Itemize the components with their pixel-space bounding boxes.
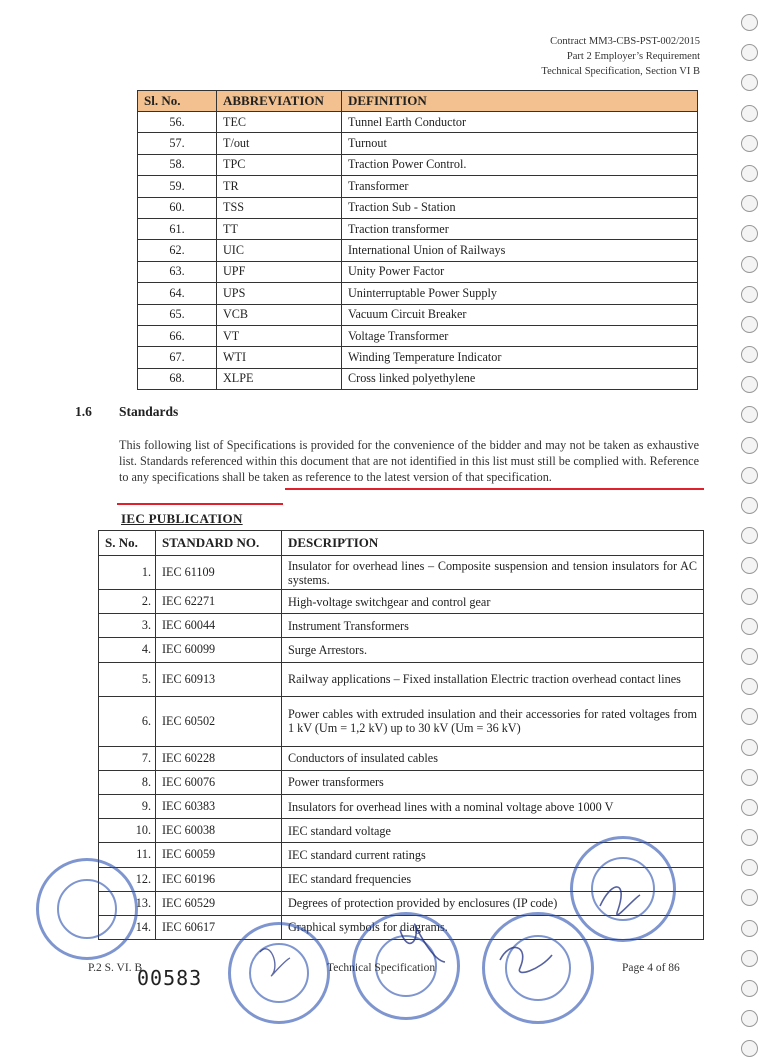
row-definition: Traction transformer: [342, 218, 698, 239]
row-definition: Unity Power Factor: [342, 261, 698, 282]
row-definition: Traction Power Control.: [342, 154, 698, 175]
row-standard-no: IEC 62271: [156, 590, 282, 614]
part-line: Part 2 Employer’s Requirement: [566, 51, 700, 62]
row-standard-no: IEC 60099: [156, 638, 282, 662]
row-description: Insulator for overhead lines – Composite suspension and tension insulators for AC systems.: [282, 556, 704, 590]
row-number: 11.: [99, 843, 156, 867]
row-number: 58.: [138, 154, 217, 175]
row-number: 4.: [99, 638, 156, 662]
row-number: 7.: [99, 746, 156, 770]
row-number: 62.: [138, 240, 217, 261]
row-abbreviation: T/out: [217, 133, 342, 154]
row-number: 13.: [99, 891, 156, 915]
row-standard-no: IEC 60059: [156, 843, 282, 867]
section-number: 1.6: [75, 404, 92, 419]
row-definition: Vacuum Circuit Breaker: [342, 304, 698, 325]
section-title: Standards: [119, 404, 179, 419]
row-standard-no: IEC 60196: [156, 867, 282, 891]
row-abbreviation: TEC: [217, 112, 342, 133]
header-standard-no: STANDARD NO.: [156, 531, 282, 556]
row-number: 3.: [99, 614, 156, 638]
row-description: Conductors of insulated cables: [282, 746, 704, 770]
paragraph-plain-text: This following list of Specifications is provided for the convenience of the bidder and may not be taken as exhaustive list. Standards referenced within this document that are not identified in this list must still be complied with.: [119, 438, 699, 469]
row-description: IEC standard frequencies: [282, 867, 704, 891]
row-standard-no: IEC 61109: [156, 556, 282, 590]
row-definition: Cross linked polyethylene: [342, 368, 698, 389]
row-definition: Winding Temperature Indicator: [342, 347, 698, 368]
paragraph-highlighted-text: Reference to any specifications shall be taken as reference to the latest version of that specification.: [119, 454, 699, 485]
row-description: High-voltage switchgear and control gear: [282, 590, 704, 614]
row-abbreviation: VT: [217, 325, 342, 346]
row-number: 6.: [99, 696, 156, 746]
row-number: 57.: [138, 133, 217, 154]
row-number: 56.: [138, 112, 217, 133]
row-abbreviation: WTI: [217, 347, 342, 368]
row-number: 65.: [138, 304, 217, 325]
header-sl-no: Sl. No.: [138, 91, 217, 112]
row-number: 63.: [138, 261, 217, 282]
row-number: 9.: [99, 794, 156, 818]
row-description: Insulators for overhead lines with a nominal voltage above 1000 V: [282, 794, 704, 818]
footer-section-ref: P.2 S. VI. B: [88, 962, 143, 974]
row-standard-no: IEC 60228: [156, 746, 282, 770]
row-number: 60.: [138, 197, 217, 218]
row-abbreviation: UIC: [217, 240, 342, 261]
row-abbreviation: TPC: [217, 154, 342, 175]
row-number: 67.: [138, 347, 217, 368]
row-standard-no: IEC 60502: [156, 696, 282, 746]
row-description: Graphical symbols for diagrams.: [282, 915, 704, 939]
row-number: 59.: [138, 176, 217, 197]
row-number: 8.: [99, 770, 156, 794]
binding-hole: [741, 1040, 758, 1057]
page-stamp-number: 00583: [137, 966, 203, 990]
row-number: 12.: [99, 867, 156, 891]
row-abbreviation: TR: [217, 176, 342, 197]
row-number: 10.: [99, 819, 156, 843]
row-abbreviation: TT: [217, 218, 342, 239]
row-number: 64.: [138, 283, 217, 304]
row-definition: Uninterruptable Power Supply: [342, 283, 698, 304]
row-description: Degrees of protection provided by enclosures (IP code): [282, 891, 704, 915]
row-number: 14.: [99, 915, 156, 939]
row-definition: Turnout: [342, 133, 698, 154]
row-standard-no: IEC 60529: [156, 891, 282, 915]
row-definition: Voltage Transformer: [342, 325, 698, 346]
row-description: Railway applications – Fixed installation Electric traction overhead contact lines: [282, 662, 704, 696]
row-description: Power transformers: [282, 770, 704, 794]
row-number: 2.: [99, 590, 156, 614]
row-description: IEC standard voltage: [282, 819, 704, 843]
row-standard-no: IEC 60038: [156, 819, 282, 843]
row-number: 68.: [138, 368, 217, 389]
iec-publication-heading: IEC PUBLICATION: [121, 511, 243, 526]
row-number: 5.: [99, 662, 156, 696]
row-description: Instrument Transformers: [282, 614, 704, 638]
row-number: 66.: [138, 325, 217, 346]
row-standard-no: IEC 60617: [156, 915, 282, 939]
row-number: 61.: [138, 218, 217, 239]
row-number: 1.: [99, 556, 156, 590]
row-description: Power cables with extruded insulation and their accessories for rated voltages from 1 kV (Um = 1,2 kV) up to 30 kV (Um = 36 kV): [282, 696, 704, 746]
row-abbreviation: UPS: [217, 283, 342, 304]
row-definition: Traction Sub - Station: [342, 197, 698, 218]
footer-doc-title: Technical Specification: [327, 962, 436, 974]
row-abbreviation: XLPE: [217, 368, 342, 389]
section-line: Technical Specification, Section VI B: [541, 66, 700, 77]
row-definition: International Union of Railways: [342, 240, 698, 261]
header-description: DESCRIPTION: [282, 531, 704, 556]
row-description: Surge Arrestors.: [282, 638, 704, 662]
row-abbreviation: VCB: [217, 304, 342, 325]
footer-page-number: Page 4 of 86: [622, 962, 680, 974]
contract-line: Contract MM3-CBS-PST-002/2015: [550, 36, 700, 47]
row-definition: Transformer: [342, 176, 698, 197]
row-standard-no: IEC 60044: [156, 614, 282, 638]
header-s-no: S. No.: [99, 531, 156, 556]
row-abbreviation: UPF: [217, 261, 342, 282]
header-abbreviation: ABBREVIATION: [217, 91, 342, 112]
header-definition: DEFINITION: [342, 91, 698, 112]
row-standard-no: IEC 60383: [156, 794, 282, 818]
row-definition: Tunnel Earth Conductor: [342, 112, 698, 133]
row-description: IEC standard current ratings: [282, 843, 704, 867]
row-abbreviation: TSS: [217, 197, 342, 218]
row-standard-no: IEC 60913: [156, 662, 282, 696]
row-standard-no: IEC 60076: [156, 770, 282, 794]
